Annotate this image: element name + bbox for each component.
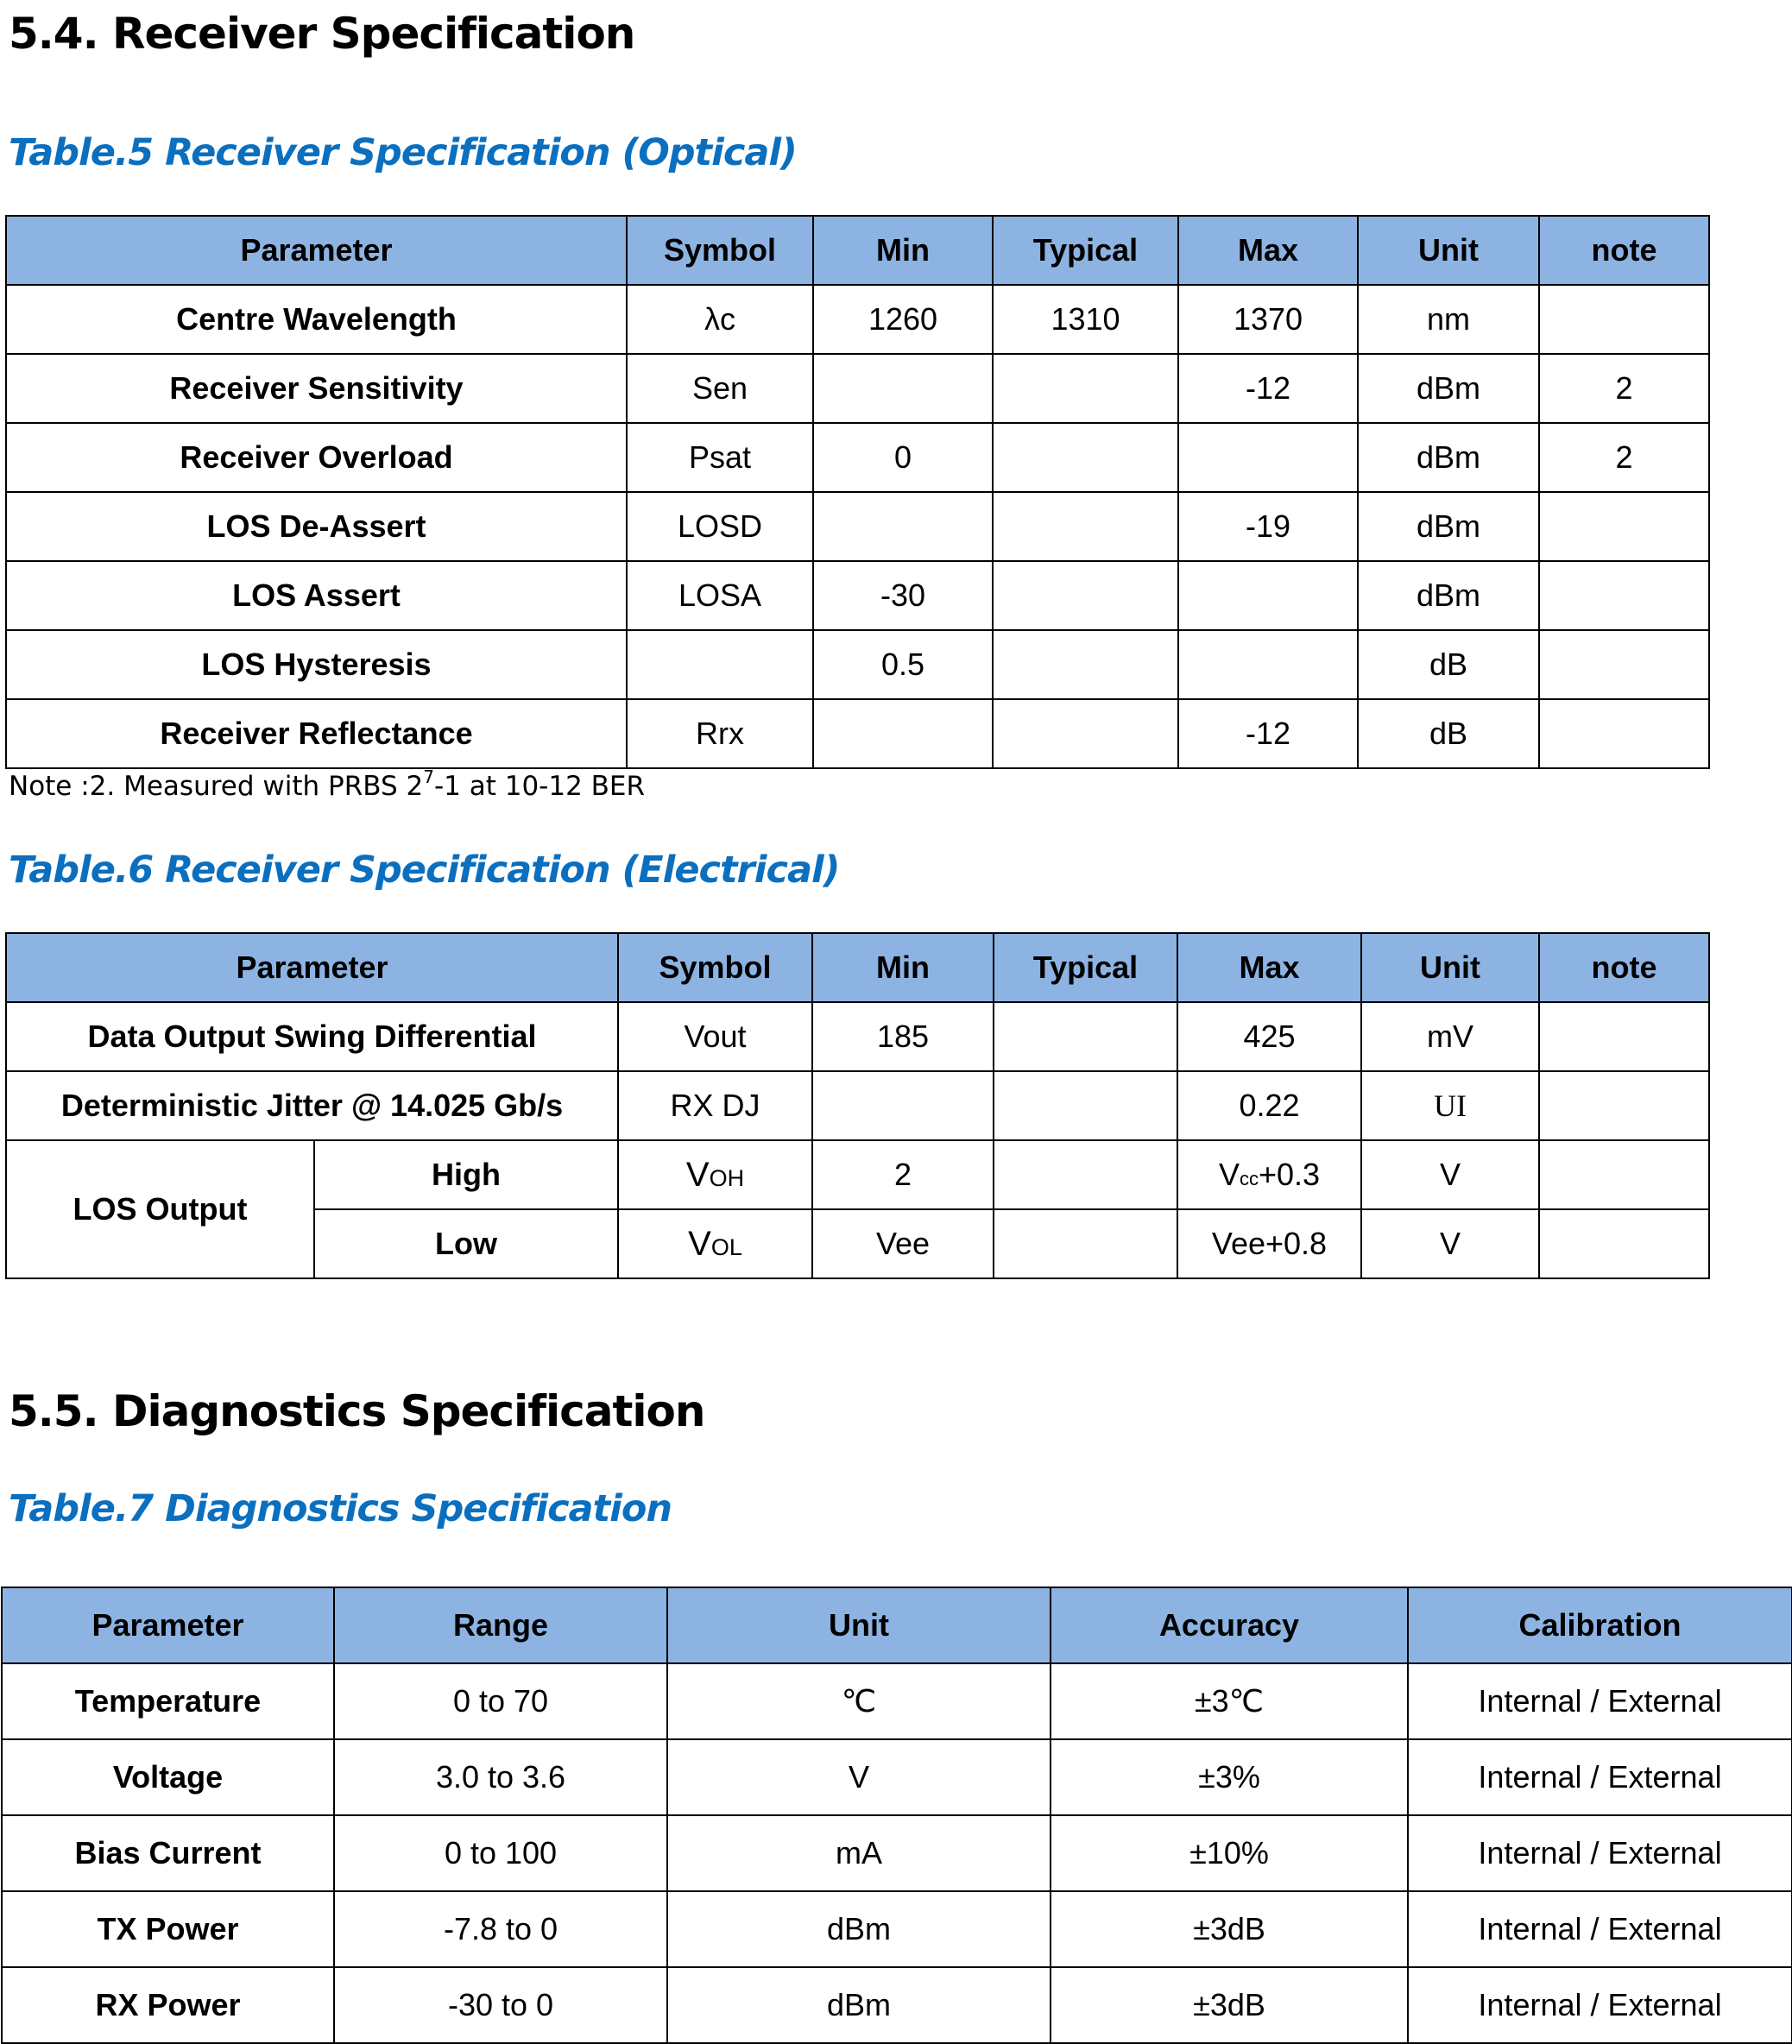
table5-caption: Table.5 Receiver Specification (Optical) — [9, 131, 797, 174]
cell-typical — [994, 1002, 1177, 1071]
table5-body — [6, 216, 1709, 768]
cell-unit: ℃ — [667, 1663, 1051, 1739]
cell-symbol: Vout — [618, 1002, 812, 1071]
cell-symbol: LOSD — [627, 492, 813, 561]
cell-los-output: LOS Output — [6, 1140, 314, 1278]
cell-unit: V — [667, 1739, 1051, 1815]
cell-unit: dBm — [667, 1967, 1051, 2043]
table6-header-max: Max — [1177, 933, 1361, 1002]
cell-min — [813, 492, 993, 561]
cell-min — [812, 1071, 994, 1140]
cell-parameter: Receiver Overload — [6, 423, 627, 492]
cell-note — [1539, 1209, 1709, 1278]
cell-max: 0.22 — [1177, 1071, 1361, 1140]
max-suffix: +0.3 — [1258, 1157, 1321, 1192]
table6-caption: Table.6 Receiver Specification (Electrical) — [9, 849, 840, 892]
table-row — [2, 1739, 1792, 1815]
cell-parameter: Bias Current — [2, 1815, 334, 1891]
section-title-receiver: 5.4. Receiver Specification — [9, 9, 635, 59]
table6-header-note: note — [1539, 933, 1709, 1002]
cell-range: 3.0 to 3.6 — [334, 1739, 667, 1815]
table5-header-max: Max — [1178, 216, 1358, 285]
cell-unit: mA — [667, 1815, 1051, 1891]
cell-symbol: RX DJ — [618, 1071, 812, 1140]
cell-typical — [993, 630, 1178, 699]
table5-header-note: note — [1539, 216, 1709, 285]
max-main: V — [1218, 1157, 1240, 1192]
cell-typical — [994, 1140, 1177, 1209]
cell-min: 2 — [812, 1140, 994, 1209]
cell-note — [1539, 492, 1709, 561]
table6-header-min: Min — [812, 933, 994, 1002]
table-row — [6, 1071, 1709, 1140]
cell-symbol — [627, 630, 813, 699]
table7 — [1, 1587, 1792, 2044]
cell-parameter: Temperature — [2, 1663, 334, 1739]
cell-min: 0 — [813, 423, 993, 492]
cell-max — [1178, 423, 1358, 492]
cell-min — [813, 354, 993, 423]
cell-max: -12 — [1178, 699, 1358, 768]
note-prefix: Note :2. Measured with PRBS 2 — [9, 771, 424, 802]
cell-calibration: Internal / External — [1408, 1891, 1792, 1967]
cell-unit: dBm — [667, 1891, 1051, 1967]
table5-header-symbol: Symbol — [627, 216, 813, 285]
table7-header-row — [2, 1587, 1792, 1663]
cell-symbol: LOSA — [627, 561, 813, 630]
cell-note — [1539, 1140, 1709, 1209]
cell-accuracy: ±3% — [1051, 1739, 1408, 1815]
table-row — [6, 1002, 1709, 1071]
cell-max: -12 — [1178, 354, 1358, 423]
cell-max: Vee+0.8 — [1177, 1209, 1361, 1278]
cell-unit: dBm — [1358, 492, 1539, 561]
note-suffix: -1 at 10-12 BER — [433, 771, 646, 802]
cell-los-low: Low — [314, 1209, 618, 1278]
table6-header-parameter: Parameter — [6, 933, 618, 1002]
symbol-main: V — [685, 1155, 710, 1194]
cell-parameter: Receiver Sensitivity — [6, 354, 627, 423]
cell-parameter: Deterministic Jitter @ 14.025 Gb/s — [6, 1071, 618, 1140]
cell-symbol: Rrx — [627, 699, 813, 768]
note-exponent: 7 — [423, 766, 434, 787]
cell-note: 2 — [1539, 354, 1709, 423]
cell-note — [1539, 561, 1709, 630]
table-row — [6, 699, 1709, 768]
cell-min: 1260 — [813, 285, 993, 354]
cell-parameter: Receiver Reflectance — [6, 699, 627, 768]
table7-header-range: Range — [334, 1587, 667, 1663]
cell-unit: V — [1361, 1209, 1539, 1278]
cell-note: 2 — [1539, 423, 1709, 492]
cell-typical — [994, 1209, 1177, 1278]
table6-header-row — [6, 933, 1709, 1002]
cell-max — [1177, 1140, 1361, 1209]
cell-parameter: Voltage — [2, 1739, 334, 1815]
cell-symbol: Psat — [627, 423, 813, 492]
cell-parameter: TX Power — [2, 1891, 334, 1967]
cell-range: 0 to 100 — [334, 1815, 667, 1891]
table-row — [6, 423, 1709, 492]
table6-header-typical: Typical — [994, 933, 1177, 1002]
table6 — [5, 932, 1710, 1279]
cell-symbol — [618, 1209, 812, 1278]
table5-header-min: Min — [813, 216, 993, 285]
cell-parameter: LOS De-Assert — [6, 492, 627, 561]
cell-parameter: Centre Wavelength — [6, 285, 627, 354]
cell-note — [1539, 699, 1709, 768]
symbol-sub: OL — [710, 1233, 742, 1260]
cell-range: 0 to 70 — [334, 1663, 667, 1739]
table5-header-unit: Unit — [1358, 216, 1539, 285]
table7-header-accuracy: Accuracy — [1051, 1587, 1408, 1663]
cell-unit: dBm — [1358, 423, 1539, 492]
cell-unit: V — [1361, 1140, 1539, 1209]
table7-header-calibration: Calibration — [1408, 1587, 1792, 1663]
cell-symbol — [618, 1140, 812, 1209]
table-row — [6, 1140, 1709, 1209]
cell-unit: dBm — [1358, 354, 1539, 423]
table7-header-parameter: Parameter — [2, 1587, 334, 1663]
cell-unit: mV — [1361, 1002, 1539, 1071]
cell-min: 185 — [812, 1002, 994, 1071]
table5-header-row — [6, 216, 1709, 285]
cell-typical — [993, 492, 1178, 561]
table-row — [6, 285, 1709, 354]
table5-header-typical: Typical — [993, 216, 1178, 285]
cell-accuracy: ±10% — [1051, 1815, 1408, 1891]
table7-header-unit: Unit — [667, 1587, 1051, 1663]
cell-note — [1539, 285, 1709, 354]
cell-max: -19 — [1178, 492, 1358, 561]
cell-symbol: Sen — [627, 354, 813, 423]
symbol-sub: OH — [709, 1164, 745, 1191]
cell-parameter: LOS Assert — [6, 561, 627, 630]
table-row — [2, 1815, 1792, 1891]
cell-note — [1539, 630, 1709, 699]
table5-header-parameter: Parameter — [6, 216, 627, 285]
cell-typical — [993, 561, 1178, 630]
table6-header-symbol: Symbol — [618, 933, 812, 1002]
table6-header-unit: Unit — [1361, 933, 1539, 1002]
cell-typical — [993, 354, 1178, 423]
cell-note — [1539, 1002, 1709, 1071]
table-row — [6, 354, 1709, 423]
cell-calibration: Internal / External — [1408, 1663, 1792, 1739]
cell-max: 1370 — [1178, 285, 1358, 354]
table5-note — [9, 766, 646, 802]
cell-min: -30 — [813, 561, 993, 630]
cell-symbol: λc — [627, 285, 813, 354]
cell-unit: dB — [1358, 630, 1539, 699]
cell-typical — [993, 423, 1178, 492]
cell-parameter: LOS Hysteresis — [6, 630, 627, 699]
cell-max: 425 — [1177, 1002, 1361, 1071]
section-title-diagnostics: 5.5. Diagnostics Specification — [9, 1386, 705, 1436]
cell-max — [1178, 630, 1358, 699]
cell-calibration: Internal / External — [1408, 1967, 1792, 2043]
table-row — [6, 561, 1709, 630]
cell-typical: 1310 — [993, 285, 1178, 354]
table-row — [6, 630, 1709, 699]
cell-unit: UI — [1361, 1071, 1539, 1140]
cell-typical — [994, 1071, 1177, 1140]
table5 — [5, 215, 1710, 769]
cell-calibration: Internal / External — [1408, 1739, 1792, 1815]
table-row — [2, 1663, 1792, 1739]
cell-unit: nm — [1358, 285, 1539, 354]
max-sub: cc — [1239, 1168, 1259, 1189]
cell-max — [1178, 561, 1358, 630]
cell-unit: dBm — [1358, 561, 1539, 630]
table6-body — [6, 933, 1709, 1278]
cell-min: Vee — [812, 1209, 994, 1278]
symbol-main: V — [688, 1224, 711, 1263]
cell-min — [813, 699, 993, 768]
cell-unit: dB — [1358, 699, 1539, 768]
table-row — [6, 492, 1709, 561]
cell-calibration: Internal / External — [1408, 1815, 1792, 1891]
table7-body — [2, 1587, 1792, 2043]
table-row — [2, 1891, 1792, 1967]
cell-los-high: High — [314, 1140, 618, 1209]
cell-parameter: Data Output Swing Differential — [6, 1002, 618, 1071]
cell-min: 0.5 — [813, 630, 993, 699]
table7-caption: Table.7 Diagnostics Specification — [9, 1487, 672, 1530]
cell-range: -7.8 to 0 — [334, 1891, 667, 1967]
cell-accuracy: ±3dB — [1051, 1891, 1408, 1967]
cell-accuracy: ±3dB — [1051, 1967, 1408, 2043]
cell-parameter: RX Power — [2, 1967, 334, 2043]
cell-typical — [993, 699, 1178, 768]
cell-note — [1539, 1071, 1709, 1140]
cell-accuracy: ±3℃ — [1051, 1663, 1408, 1739]
table-row — [2, 1967, 1792, 2043]
cell-range: -30 to 0 — [334, 1967, 667, 2043]
